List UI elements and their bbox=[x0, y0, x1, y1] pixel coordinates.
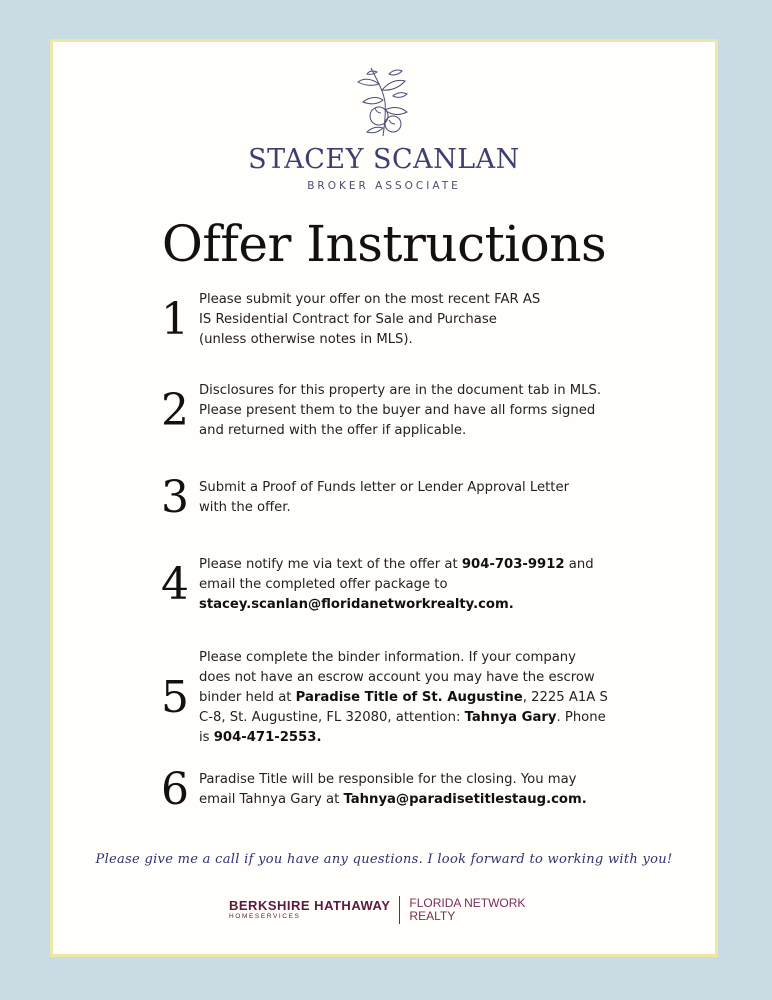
brand-name: STACEY SCANLAN bbox=[248, 144, 520, 175]
document-page bbox=[50, 39, 718, 957]
page-title: Offer Instructions bbox=[161, 215, 607, 273]
step-text bbox=[199, 478, 591, 518]
step-text-bold: stacey.scanlan@floridanetworkrealty.com. bbox=[199, 597, 514, 612]
fnr-line1: FLORIDA NETWORK bbox=[409, 896, 526, 910]
step-text-bold: 904-703-9912 bbox=[461, 557, 565, 572]
closing-note: Please give me a call if you have any questions. I look forward to working with you! bbox=[95, 852, 673, 867]
step-text-run: and email the completed offer package to bbox=[199, 557, 594, 592]
step-text bbox=[199, 290, 541, 350]
step-text-run: Please submit your offer on the most recent FAR AS IS Residential Contract for Sale and Purchase (unless otherwise notes in MLS). bbox=[199, 292, 541, 347]
step-text-bold: Tahnya Gary bbox=[464, 710, 557, 725]
fnr-logo bbox=[409, 897, 525, 923]
logo-divider bbox=[399, 896, 400, 924]
step-text bbox=[199, 381, 611, 441]
step-text-run: . Phone is bbox=[199, 710, 606, 745]
brokerage-logo bbox=[229, 896, 525, 924]
step-3 bbox=[161, 472, 591, 523]
brand-subtitle: BROKER ASSOCIATE bbox=[307, 180, 461, 192]
bhhs-name: BERKSHIRE HATHAWAY bbox=[229, 898, 391, 913]
step-5 bbox=[161, 648, 609, 748]
step-number: 2 bbox=[161, 385, 189, 436]
step-number: 5 bbox=[161, 672, 189, 723]
step-text-run: Submit a Proof of Funds letter or Lender Approval Letter with the offer. bbox=[199, 480, 570, 515]
step-number: 3 bbox=[161, 472, 189, 523]
citrus-branch-icon bbox=[349, 66, 419, 142]
step-text-run: Please notify me via text of the offer at bbox=[199, 557, 462, 572]
step-number: 4 bbox=[161, 559, 189, 610]
bhhs-subname: HOMESERVICES bbox=[229, 913, 301, 920]
step-text-bold: Paradise Title of St. Augustine bbox=[295, 690, 523, 705]
bhhs-logo bbox=[229, 899, 390, 921]
step-1 bbox=[161, 290, 541, 350]
step-text bbox=[199, 770, 611, 810]
brand-logo bbox=[53, 66, 715, 192]
step-2 bbox=[161, 381, 611, 441]
step-text-bold: Tahnya@paradisetitlestaug.com. bbox=[343, 792, 587, 807]
step-text-run: , 2225 A1A S C-8, St. Augustine, FL 32080, attention: bbox=[199, 690, 608, 725]
step-text-run: Disclosures for this property are in the document tab in MLS. Please present them to the buyer and have all forms signed and returned with the offer if applicable. bbox=[199, 383, 602, 438]
step-number: 6 bbox=[161, 764, 189, 815]
step-text-bold: 904-471-2553. bbox=[213, 730, 322, 745]
fnr-line2: REALTY bbox=[409, 909, 456, 923]
step-6 bbox=[161, 764, 611, 815]
step-number: 1 bbox=[161, 294, 189, 345]
step-text-run: Please complete the binder information. If your company does not have an escrow account you may have the escrow binder held at bbox=[199, 650, 595, 705]
step-4 bbox=[161, 555, 611, 615]
step-text bbox=[199, 648, 609, 748]
step-text-run: Paradise Title will be responsible for the closing. You may email Tahnya Gary at bbox=[199, 772, 577, 807]
step-text bbox=[199, 555, 611, 615]
